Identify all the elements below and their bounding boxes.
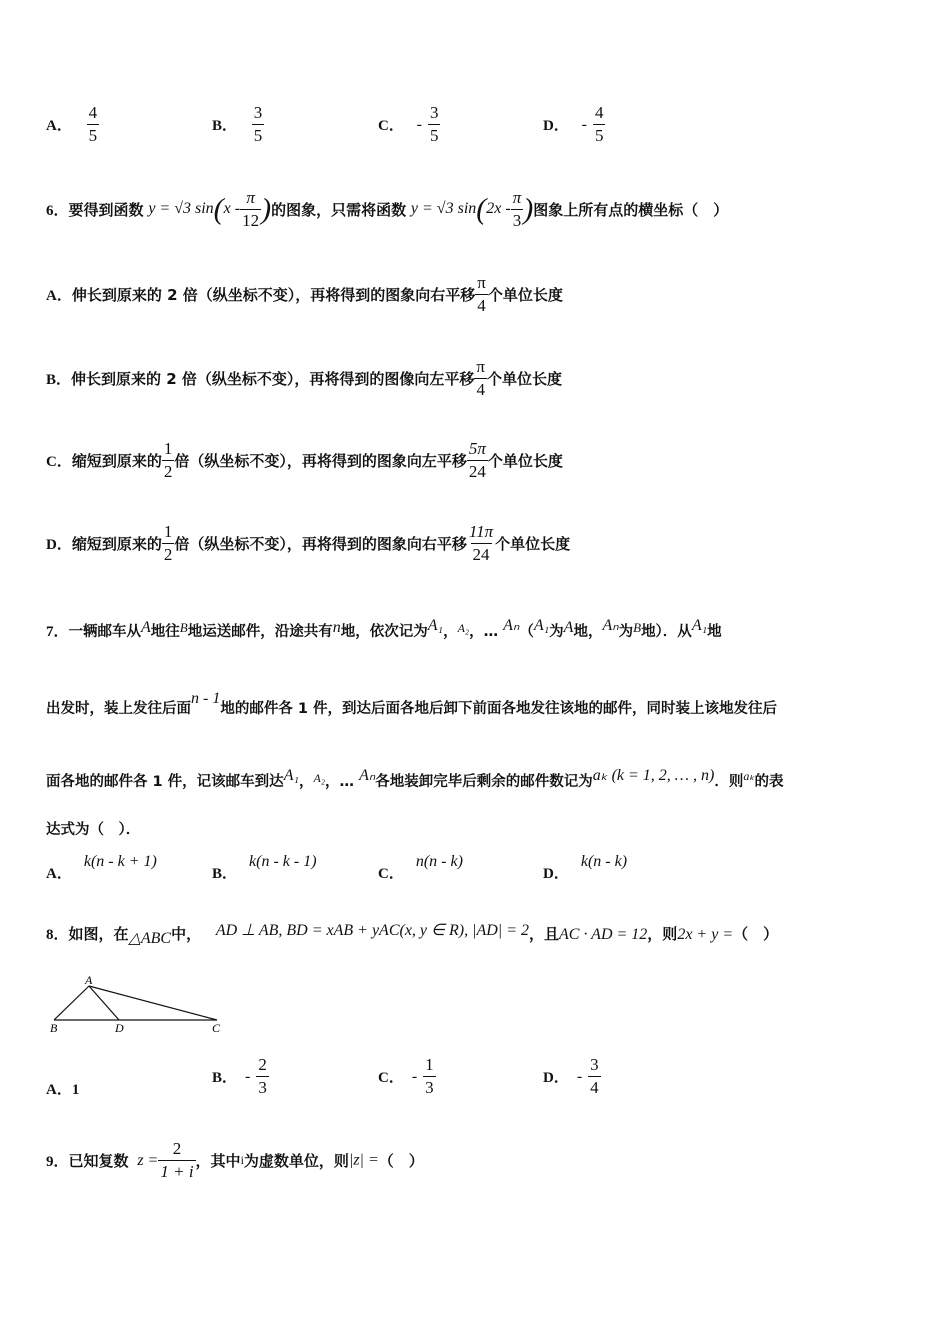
q7-line-1: 7．一辆邮车从A地往B地运送邮件，沿途共有n地，依次记为A₁，$^{A_2}$，… Aₙ（A₁为A地，Aₙ为B地）．从A₁地 bbox=[46, 617, 722, 640]
minus-sign: - bbox=[581, 115, 587, 133]
option-label: A． bbox=[46, 118, 72, 134]
triangle-figure bbox=[45, 972, 235, 1036]
q5-option-c bbox=[378, 102, 440, 147]
q5-option-a bbox=[46, 102, 99, 147]
fraction: $\frac{\pi}{4}$ bbox=[477, 273, 486, 315]
fraction: $\frac{2}{1 + i}$ bbox=[160, 1139, 194, 1181]
fraction: $\frac{1}{2}$ bbox=[163, 439, 173, 481]
q6-text-1: 要得到函数 bbox=[68, 201, 144, 219]
q7-option-d: D．k(n - k) bbox=[543, 853, 628, 882]
q8-condition: AD ⊥ AB, BD = xAB + yAC(x, y ∈ R), |AD| = 2 bbox=[215, 922, 529, 939]
q8-option-c: C． - $\frac{1}{3}$ bbox=[378, 1055, 434, 1097]
question-number: 8． bbox=[46, 927, 69, 943]
q8-option-b: B． - $\frac{2}{3}$ bbox=[212, 1055, 267, 1097]
q9-stem: 9．已知复数 z = $\frac{2}{1 + i}$ ，其中i为虚数单位，则|z| =（ ） bbox=[46, 1139, 424, 1181]
point-label-a: A bbox=[85, 973, 93, 987]
q8-stem: 8．如图，在△ABC中， AD ⊥ AB, BD = xAB + yAC(x, y ∈ R), |AD| = 2，且AC · AD = 12，则2x + y =（ ） bbox=[46, 922, 779, 947]
fraction: $\frac{4}{5}$ bbox=[594, 103, 604, 145]
q7-line-4: 达式为（ ）． bbox=[46, 822, 141, 838]
q7-line-3: 面各地的邮件各 1 件，记该邮车到达A₁，$^{A_2}$，… Aₙ各地装卸完毕后剩余的邮件数记为aₖ (k = 1, 2, … , n)．则$^{a_k}$的表 bbox=[46, 767, 784, 790]
option-label: B． bbox=[212, 118, 238, 134]
point-label-d: D bbox=[115, 1021, 124, 1035]
fraction: $\frac{\pi}{4}$ bbox=[476, 357, 485, 399]
edge-ac bbox=[89, 986, 217, 1020]
q7-line-2: 出发时，装上发往后面n - 1地的邮件各 1 件，到达后面各地后卸下前面各地发往该地的邮件，同时装上该地发往后 bbox=[46, 690, 778, 717]
q8-option-d: D． - $\frac{3}{4}$ bbox=[543, 1055, 599, 1097]
q8-option-a: A．1 bbox=[46, 1082, 80, 1098]
option-label: B． bbox=[46, 372, 72, 388]
fraction: $\frac{3}{5}$ bbox=[429, 103, 439, 145]
fraction: $\frac{2}{3}$ bbox=[258, 1055, 267, 1097]
q6-func-1: y = √3 sin(x - $\frac{\pi}{12}$ ) bbox=[148, 188, 272, 230]
q6-option-a: A．伸长到原来的 2 倍（纵坐标不变），再将得到的图象向右平移 $\frac{\pi}{4}$ 个单位长度 bbox=[46, 273, 563, 315]
q6-option-b: B．伸长到原来的 2 倍（纵坐标不变），再将得到的图像向左平移 $\frac{\pi}{4}$ 个单位长度 bbox=[46, 357, 563, 399]
fraction: $\frac{1}{2}$ bbox=[163, 522, 173, 564]
q5-option-b bbox=[212, 102, 264, 147]
option-label: D． bbox=[543, 118, 569, 134]
option-label: A． bbox=[46, 288, 72, 304]
q5-option-d bbox=[543, 102, 605, 147]
fraction: $\frac{3}{4}$ bbox=[590, 1055, 599, 1097]
question-number: 7． bbox=[46, 624, 69, 640]
minus-sign: - bbox=[416, 115, 422, 133]
fraction: $\frac{11\pi}{24}$ bbox=[468, 522, 494, 564]
option-label: C． bbox=[378, 118, 404, 134]
fraction: $\frac{3}{5}$ bbox=[253, 103, 263, 145]
q6-option-c: C．缩短到原来的 $\frac{1}{2}$ 倍（纵坐标不变），再将得到的图象向左平移 $\frac{5\pi}{24}$ 个单位长度 bbox=[46, 439, 563, 481]
q7-option-c: C．n(n - k) bbox=[378, 853, 463, 882]
fraction: $\frac{4}{5}$ bbox=[88, 103, 98, 145]
q6-func-2: y = √3 sin(2x - $\frac{\pi}{3}$ ) bbox=[410, 188, 534, 230]
question-number: 6． bbox=[46, 203, 69, 219]
point-label-c: C bbox=[212, 1021, 221, 1035]
q7-option-a: A．k(n - k + 1) bbox=[46, 853, 157, 882]
point-label-b: B bbox=[50, 1021, 58, 1035]
q6-text-2: 的图象，只需将函数 bbox=[271, 201, 407, 219]
fraction: $\frac{1}{3}$ bbox=[425, 1055, 434, 1097]
segment-ad bbox=[89, 986, 119, 1020]
q7-option-b: B．k(n - k - 1) bbox=[212, 853, 317, 882]
q6-option-d: D．缩短到原来的 $\frac{1}{2}$ 倍（纵坐标不变），再将得到的图象向右平移 $\frac{11\pi}{24}$ 个单位长度 bbox=[46, 522, 571, 564]
edge-ab bbox=[54, 986, 89, 1020]
fraction: $\frac{5\pi}{24}$ bbox=[468, 439, 486, 481]
option-label: D． bbox=[46, 537, 72, 553]
q6-stem bbox=[46, 187, 728, 232]
q6-text-3: 图象上所有点的横坐标（ ） bbox=[533, 201, 729, 219]
option-label: C． bbox=[46, 454, 72, 470]
question-number: 9． bbox=[46, 1154, 69, 1170]
